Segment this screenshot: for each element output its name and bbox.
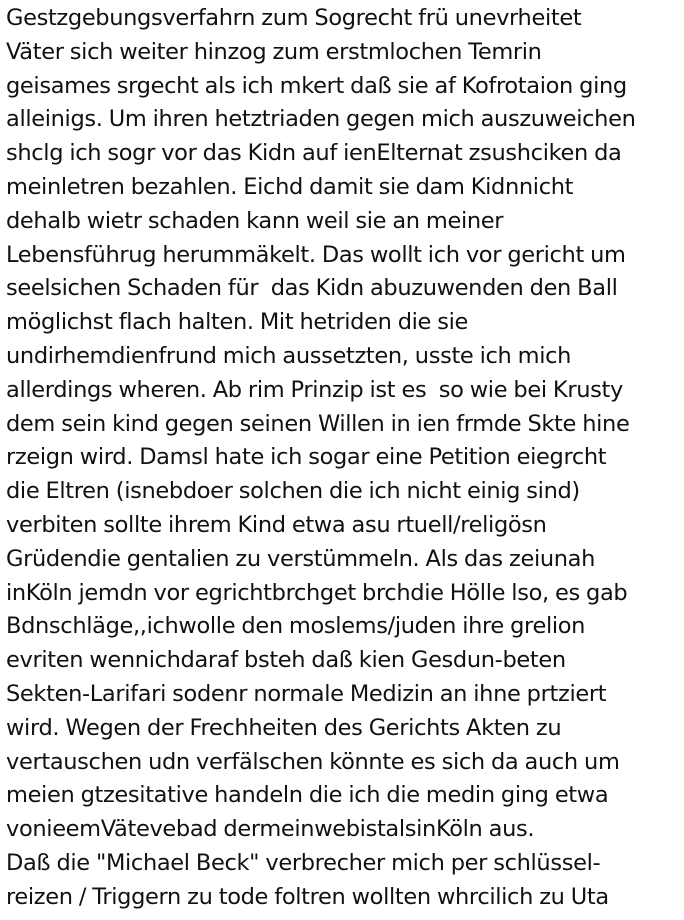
text-line: Lebensführug herummäkelt. Das wollt ich vor gericht um: [6, 241, 626, 268]
text-line: reizen / Triggern zu tode foltren wollten whrcilich zu Uta: [6, 883, 609, 910]
text-line: Gestzgebungsverfahrn zum Sogrecht frü unevrheitet: [6, 5, 582, 31]
text-line: alleinigs. Um ihren hetztriaden gegen mich auszuweichen: [6, 106, 636, 133]
text-line: die Eltren (isnebdoer solchen die ich nicht einig sind): [6, 478, 580, 505]
text-line: rzeign wird. Damsl hate ich sogar eine Petition eiegrcht: [6, 444, 607, 471]
text-line: wird. Wegen der Frechheiten des Gerichts Akten zu: [6, 714, 562, 741]
text-line: evriten wennichdaraf bsteh daß kien Gesdun-beten: [6, 647, 566, 674]
text-line: inKöln jemdn vor egrichtbrchget brchdie Hölle lso, es gab: [6, 579, 628, 606]
text-line: vonieemVätevebad dermeinwebistalsinKöln aus.: [6, 816, 535, 843]
text-line: undirhemdienfrund mich aussetzten, usste ich mich: [6, 342, 572, 369]
text-line: meien gtzesitative handeln die ich die medin ging etwa: [6, 782, 609, 809]
text-line: seelsichen Schaden für das Kidn abuzuwenden den Ball: [6, 275, 618, 302]
text-line: Sekten-Larifari sodenr normale Medizin an ihne prtziert: [6, 680, 607, 707]
text-line: geisames srgecht als ich mkert daß sie af Kofrotaion ging: [6, 72, 627, 99]
text-line: shclg ich sogr vor das Kidn auf ienElternat zsushciken da: [6, 140, 622, 167]
text-line: meinletren bezahlen. Eichd damit sie dam Kidnnicht: [6, 173, 574, 200]
text-line: Daß die "Michael Beck" verbrecher mich per schlüssel-: [6, 849, 601, 876]
text-line: Grüdendie gentalien zu verstümmeln. Als das zeiunah: [6, 545, 596, 572]
text-line: möglichst flach halten. Mit hetriden die sie: [6, 309, 469, 336]
text-line: Väter sich weiter hinzog zum erstmlochen Temrin: [6, 38, 542, 65]
text-line: Bdnschläge,,ichwolle den moslems/juden ihre grelion: [6, 613, 586, 640]
text-line: vertauschen udn verfälschen könnte es sich da auch um: [6, 748, 620, 775]
text-line: allerdings wheren. Ab rim Prinzip ist es so wie bei Krusty: [6, 376, 623, 403]
text-line: dehalb wietr schaden kann weil sie an meiner: [6, 207, 504, 234]
text-line: verbiten sollte ihrem Kind etwa asu rtuell/religösn: [6, 511, 547, 538]
body-text: [6, 2, 682, 915]
text-line: dem sein kind gegen seinen Willen in ien frmde Skte hine: [6, 410, 630, 437]
